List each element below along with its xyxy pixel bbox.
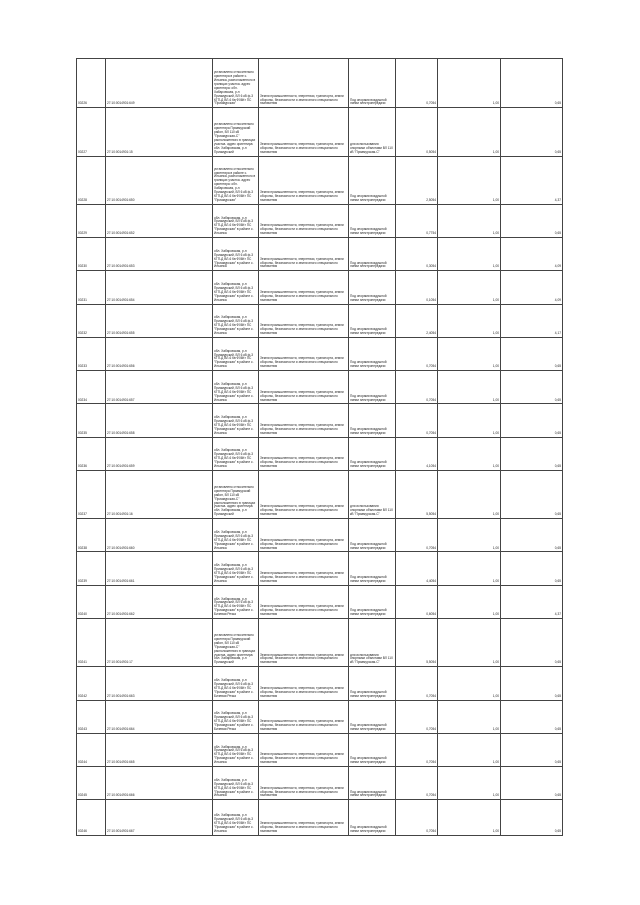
value-cell: 0,65: [501, 552, 563, 585]
table-row: [77, 156, 563, 204]
permitted-use-cell: для использования опорными объектами ВЛ 110 кВ "Приамурская-С": [349, 108, 396, 156]
value-cell: 4,37: [501, 585, 563, 618]
table-row: [77, 585, 563, 618]
cadastral-number-cell: 27:10:0014901:656: [106, 337, 213, 370]
share-cell: 1,00: [438, 700, 501, 733]
share-cell: 1,00: [438, 619, 501, 667]
cadastral-number-cell: 27:10:0014901:662: [106, 585, 213, 618]
address-cell: обл. Хабаровская, р-н Приамурский, ВЛ 6 кВ ф-3 КТП-Д ВЛ-6 Кв Ф06Кт ПС "Приамурская" в районе с. Ильинка: [213, 519, 259, 552]
land-category-cell: Земли промышленности, энергетики, транспорта, земли обороны, безопасности и земли иного специального назначения: [259, 552, 349, 585]
value-cell: 0,65: [501, 519, 563, 552]
address-cell: обл. Хабаровская, р-н Приамурский, ВЛ 6 кВ ф-3 КТП-Д ВЛ-6 Кв Ф06Кт ПС "Приамурская" в районе с. Ильинка: [213, 271, 259, 304]
land-category-cell: Земли промышленности, энергетики, транспорта, земли обороны, безопасности и земли иного специального назначения: [259, 471, 349, 519]
permitted-use-cell: Под опорами воздушной линии электропередачи: [349, 371, 396, 404]
land-category-cell: Земли промышленности, энергетики, транспорта, земли обороны, безопасности и земли иного специального назначения: [259, 585, 349, 618]
address-cell: обл. Хабаровская, р-н Приамурский, ВЛ 6 кВ ф-3 КТП-Д ВЛ-6 Кв Ф06Кт ПС "Приамурская" в районе с. Бичевая Речка: [213, 700, 259, 733]
table-row: [77, 59, 563, 108]
row-number-cell: 00234: [77, 371, 106, 404]
table-row: [77, 471, 563, 519]
land-category-cell: Земли промышленности, энергетики, транспорта, земли обороны, безопасности и земли иного специального назначения: [259, 304, 349, 337]
value-cell: 0,65: [501, 404, 563, 437]
table-row: [77, 552, 563, 585]
permitted-use-cell: Под опорами воздушной линии электропередачи: [349, 519, 396, 552]
permitted-use-cell: Под опорами воздушной линии электропередачи: [349, 337, 396, 370]
address-cell: обл. Хабаровская, р-н Приамурский, ВЛ 6 кВ ф-3 КТП-Д ВЛ-6 Кв Ф06Кт ПС "Приамурская" в районе с. Ильинка: [213, 552, 259, 585]
land-category-cell: Земли промышленности, энергетики, транспорта, земли обороны, безопасности и земли иного специального назначения: [259, 204, 349, 237]
row-number-cell: 00241: [77, 619, 106, 667]
address-cell: обл. Хабаровская, р-н Приамурский, ВЛ 6 кВ ф-3 КТП-Д ВЛ-6 Кв Ф06Кт ПС "Приамурская" в районе с. Ильинка: [213, 733, 259, 766]
area-cell: 0,3054: [396, 238, 438, 271]
address-cell: обл. Хабаровская, р-н Приамурский, ВЛ 6 кВ ф-3 КТП-Д ВЛ-6 Кв Ф06Кт ПС "Приамурская" в районе с. Бичевая Речка: [213, 667, 259, 700]
land-category-cell: Земли промышленности, энергетики, транспорта, земли обороны, безопасности и земли иного специального назначения: [259, 371, 349, 404]
cadastral-number-cell: 27:10:0014901:654: [106, 271, 213, 304]
value-cell: 4,17: [501, 304, 563, 337]
permitted-use-cell: Под опорами воздушной линии электропередачи: [349, 700, 396, 733]
share-cell: 1,00: [438, 733, 501, 766]
cadastral-number-cell: 27:10:0014901:658: [106, 404, 213, 437]
address-cell: обл. Хабаровская, р-н Приамурский, ВЛ 6 кВ ф-3 КТП-Д ВЛ-6 Кв Ф06Кт ПС "Приамурская" в районе с. Ильинка: [213, 337, 259, 370]
area-cell: 0,7054: [396, 404, 438, 437]
permitted-use-cell: Под опорами воздушной линии электропередачи: [349, 271, 396, 304]
area-cell: 0,7054: [396, 767, 438, 800]
table-body: [77, 59, 563, 836]
share-cell: 1,00: [438, 156, 501, 204]
table-row: [77, 767, 563, 800]
land-category-cell: Земли промышленности, энергетики, транспорта, земли обороны, безопасности и земли иного специального назначения: [259, 59, 349, 108]
row-number-cell: 00239: [77, 552, 106, 585]
cadastral-number-cell: 27:10:0014901:666: [106, 767, 213, 800]
table-row: [77, 519, 563, 552]
land-category-cell: Земли промышленности, энергетики, транспорта, земли обороны, безопасности и земли иного специального назначения: [259, 733, 349, 766]
value-cell: 0,65: [501, 371, 563, 404]
address-cell: обл. Хабаровская, р-н Приамурский, ВЛ 6 кВ ф-3 КТП-Д ВЛ-6 Кв Ф06Кт ПС "Приамурская" в районе с. Ильинка: [213, 204, 259, 237]
value-cell: 0,65: [501, 667, 563, 700]
cadastral-number-cell: 27:10:0014901:660: [106, 519, 213, 552]
address-cell: установлено относительно ориентира Приамурский район, ВЛ 110 кВ "Приамурская-С" расположенного в границах участка. адрес ориентира: обл. Хабаровская, р-н Приамурский: [213, 108, 259, 156]
permitted-use-cell: Под опорами воздушной линии электропередачи: [349, 156, 396, 204]
area-cell: 2,4054: [396, 304, 438, 337]
land-category-cell: Земли промышленности, энергетики, транспорта, земли обороны, безопасности и земли иного специального назначения: [259, 108, 349, 156]
share-cell: 1,00: [438, 767, 501, 800]
land-category-cell: Земли промышленности, энергетики, транспорта, земли обороны, безопасности и земли иного специального назначения: [259, 667, 349, 700]
cadastral-number-cell: 27:10:0014901:652: [106, 204, 213, 237]
value-cell: 4,09: [501, 271, 563, 304]
table-row: [77, 700, 563, 733]
value-cell: 0,65: [501, 767, 563, 800]
row-number-cell: 00232: [77, 304, 106, 337]
share-cell: 1,00: [438, 552, 501, 585]
address-cell: обл. Хабаровская, р-н Приамурский, ВЛ 6 кВ ф-3 КТП-Д ВЛ-6 Кв Ф06Кт ПС "Приамурская" в районе с. Бичевая Речка: [213, 585, 259, 618]
row-number-cell: 00242: [77, 667, 106, 700]
area-cell: 0,7054: [396, 59, 438, 108]
permitted-use-cell: Под опорами воздушной линии электропередачи: [349, 204, 396, 237]
cadastral-number-cell: 27:10:0014901:664: [106, 700, 213, 733]
area-cell: 0,7054: [396, 667, 438, 700]
share-cell: 1,00: [438, 304, 501, 337]
area-cell: 2,5054: [396, 156, 438, 204]
area-cell: 0,7754: [396, 204, 438, 237]
address-cell: обл. Хабаровская, р-н Приамурский, ВЛ 6 кВ ф-3 КТП-Д ВЛ-6 Кв Ф06Кт ПС "Приамурская" в районе с. Ильинка: [213, 238, 259, 271]
row-number-cell: 00240: [77, 585, 106, 618]
share-cell: 1,00: [438, 238, 501, 271]
area-cell: 0,7054: [396, 800, 438, 836]
land-category-cell: Земли промышленности, энергетики, транспорта, земли обороны, безопасности и земли иного специального назначения: [259, 437, 349, 470]
cadastral-number-cell: 27:10:0014901:667: [106, 800, 213, 836]
share-cell: 1,00: [438, 471, 501, 519]
row-number-cell: 00231: [77, 271, 106, 304]
permitted-use-cell: Под опорами воздушной линии электропередачи: [349, 585, 396, 618]
cadastral-number-cell: 27:10:0014901:657: [106, 371, 213, 404]
table-row: [77, 108, 563, 156]
value-cell: 0,65: [501, 471, 563, 519]
address-cell: обл. Хабаровская, р-н Приамурский, ВЛ 6 кВ ф-3 КТП-Д ВЛ-6 Кв Ф06Кт ПС "Приамурская" в районе с. Ильинка: [213, 404, 259, 437]
area-cell: 0,6054: [396, 585, 438, 618]
cadastral-number-cell: 27:10:0014901:17: [106, 619, 213, 667]
address-cell: установлено относительно ориентира в районе с. Ильинка, расположенного в границах участка. адрес ориентира: обл. Хабаровская, р-н Приамурский, ВЛ 6 кВ ф-3 КТП-Д ВЛ-6 Кв Ф06Кт ПС "Приамурская": [213, 156, 259, 204]
value-cell: 0,65: [501, 337, 563, 370]
row-number-cell: 00235: [77, 404, 106, 437]
cadastral-number-cell: 27:10:0014901:663: [106, 667, 213, 700]
value-cell: 0,65: [501, 59, 563, 108]
table-row: [77, 304, 563, 337]
value-cell: 4,09: [501, 238, 563, 271]
table-row: [77, 437, 563, 470]
cadastral-number-cell: 27:10:0014901:665: [106, 733, 213, 766]
area-cell: 4,4054: [396, 552, 438, 585]
land-category-cell: Земли промышленности, энергетики, транспорта, земли обороны, безопасности и земли иного специального назначения: [259, 519, 349, 552]
address-cell: обл. Хабаровская, р-н Приамурский, ВЛ 6 кВ ф-3 КТП-Д ВЛ-6 Кв Ф06Кт ПС "Приамурская" в районе с. Ильинка: [213, 767, 259, 800]
row-number-cell: 00245: [77, 767, 106, 800]
share-cell: 1,00: [438, 108, 501, 156]
table-row: [77, 337, 563, 370]
address-cell: установлено относительно ориентира Приамурский район, ВЛ 110 кВ "Приамурская-С" расположенного в границах участка. адрес ориентира: обл. Хабаровская, р-н Приамурский: [213, 471, 259, 519]
permitted-use-cell: Под опорами воздушной линии электропередачи: [349, 404, 396, 437]
permitted-use-cell: Под опорами воздушной линии электропередачи: [349, 59, 396, 108]
land-category-cell: Земли промышленности, энергетики, транспорта, земли обороны, безопасности и земли иного специального назначения: [259, 337, 349, 370]
value-cell: 0,65: [501, 733, 563, 766]
share-cell: 1,00: [438, 519, 501, 552]
value-cell: 4,37: [501, 156, 563, 204]
permitted-use-cell: Под опорами воздушной линии электропередачи: [349, 238, 396, 271]
value-cell: 0,65: [501, 108, 563, 156]
address-cell: установлено относительно ориентира в районе с. Ильинка, расположенного в границах участка. адрес ориентира: обл. Хабаровская, р-н Приамурский, ВЛ 6 кВ ф-3 КТП-Д ВЛ-6 Кв Ф06Кт ПС "Приамурская": [213, 59, 259, 108]
area-cell: 0,5054: [396, 108, 438, 156]
row-number-cell: 00238: [77, 519, 106, 552]
land-registry-table: [76, 58, 563, 836]
row-number-cell: 00236: [77, 437, 106, 470]
row-number-cell: 00226: [77, 59, 106, 108]
row-number-cell: 00237: [77, 471, 106, 519]
land-category-cell: Земли промышленности, энергетики, транспорта, земли обороны, безопасности и земли иного специального назначения: [259, 156, 349, 204]
cadastral-number-cell: 27:10:0014901:653: [106, 238, 213, 271]
permitted-use-cell: Под опорами воздушной линии электропередачи: [349, 304, 396, 337]
area-cell: 0,7054: [396, 371, 438, 404]
land-category-cell: Земли промышленности, энергетики, транспорта, земли обороны, безопасности и земли иного специального назначения: [259, 271, 349, 304]
permitted-use-cell: Под опорами воздушной линии электропередачи: [349, 552, 396, 585]
value-cell: 0,65: [501, 700, 563, 733]
table-row: [77, 371, 563, 404]
area-cell: 5,5054: [396, 471, 438, 519]
table-row: [77, 800, 563, 836]
area-cell: 0,7054: [396, 733, 438, 766]
address-cell: обл. Хабаровская, р-н Приамурский, ВЛ 6 кВ ф-3 КТП-Д ВЛ-6 Кв Ф06Кт ПС "Приамурская" в районе с. Ильинка: [213, 437, 259, 470]
table-row: [77, 733, 563, 766]
share-cell: 1,00: [438, 204, 501, 237]
table-row: [77, 271, 563, 304]
share-cell: 1,00: [438, 59, 501, 108]
address-cell: обл. Хабаровская, р-н Приамурский, ВЛ 6 кВ ф-3 КТП-Д ВЛ-6 Кв Ф06Кт ПС "Приамурская" в районе с. Ильинка: [213, 371, 259, 404]
row-number-cell: 00229: [77, 204, 106, 237]
address-cell: установлено относительно ориентира Приамурский район, ВЛ 110 кВ "Приамурская-С" расположенного в границах участка. адрес ориентира: обл. Хабаровская, р-н Приамурский: [213, 619, 259, 667]
permitted-use-cell: для использования опорными объектами ВЛ 110 кВ "Приамурская-С": [349, 471, 396, 519]
land-category-cell: Земли промышленности, энергетики, транспорта, земли обороны, безопасности и земли иного специального назначения: [259, 404, 349, 437]
permitted-use-cell: Под опорами воздушной линии электропередачи: [349, 437, 396, 470]
cadastral-number-cell: 27:10:0014901:661: [106, 552, 213, 585]
row-number-cell: 00243: [77, 700, 106, 733]
row-number-cell: 00233: [77, 337, 106, 370]
cadastral-number-cell: 27:10:0014901:16: [106, 471, 213, 519]
share-cell: 1,00: [438, 337, 501, 370]
value-cell: 0,65: [501, 437, 563, 470]
share-cell: 1,00: [438, 800, 501, 836]
permitted-use-cell: для использования опорными объектами ВЛ 110 кВ "Приамурская-С": [349, 619, 396, 667]
value-cell: 0,65: [501, 800, 563, 836]
table-row: [77, 204, 563, 237]
share-cell: 1,00: [438, 404, 501, 437]
area-cell: 4,1054: [396, 437, 438, 470]
permitted-use-cell: Под опорами воздушной линии электропередачи: [349, 767, 396, 800]
area-cell: 0,1054: [396, 271, 438, 304]
cadastral-number-cell: 27:10:0014901:649: [106, 59, 213, 108]
land-category-cell: Земли промышленности, энергетики, транспорта, земли обороны, безопасности и земли иного специального назначения: [259, 800, 349, 836]
area-cell: 5,5054: [396, 619, 438, 667]
cadastral-number-cell: 27:10:0014901:650: [106, 156, 213, 204]
land-category-cell: Земли промышленности, энергетики, транспорта, земли обороны, безопасности и земли иного специального назначения: [259, 700, 349, 733]
share-cell: 1,00: [438, 667, 501, 700]
permitted-use-cell: Под опорами воздушной линии электропередачи: [349, 800, 396, 836]
share-cell: 1,00: [438, 371, 501, 404]
permitted-use-cell: Под опорами воздушной линии электропередачи: [349, 733, 396, 766]
area-cell: 0,7054: [396, 700, 438, 733]
row-number-cell: 00244: [77, 733, 106, 766]
land-category-cell: Земли промышленности, энергетики, транспорта, земли обороны, безопасности и земли иного специального назначения: [259, 238, 349, 271]
cadastral-number-cell: 27:10:0014901:15: [106, 108, 213, 156]
table-row: [77, 667, 563, 700]
share-cell: 1,00: [438, 271, 501, 304]
table-row: [77, 238, 563, 271]
row-number-cell: 00246: [77, 800, 106, 836]
address-cell: обл. Хабаровская, р-н Приамурский, ВЛ 6 кВ ф-3 КТП-Д ВЛ-6 Кв Ф06Кт ПС "Приамурская" в районе с. Ильинка: [213, 304, 259, 337]
cadastral-number-cell: 27:10:0014901:655: [106, 304, 213, 337]
share-cell: 1,00: [438, 585, 501, 618]
table-row: [77, 404, 563, 437]
row-number-cell: 00230: [77, 238, 106, 271]
cadastral-number-cell: 27:10:0014901:659: [106, 437, 213, 470]
address-cell: обл. Хабаровская, р-н Приамурский, ВЛ 6 кВ ф-3 КТП-Д ВЛ-6 Кв Ф06Кт ПС "Приамурская" в районе с. Ильинка: [213, 800, 259, 836]
row-number-cell: 00228: [77, 156, 106, 204]
table-row: [77, 619, 563, 667]
value-cell: 0,65: [501, 619, 563, 667]
value-cell: 0,65: [501, 204, 563, 237]
land-category-cell: Земли промышленности, энергетики, транспорта, земли обороны, безопасности и земли иного специального назначения: [259, 619, 349, 667]
area-cell: 0,7054: [396, 337, 438, 370]
area-cell: 0,7054: [396, 519, 438, 552]
permitted-use-cell: Под опорами воздушной линии электропередачи: [349, 667, 396, 700]
share-cell: 1,00: [438, 437, 501, 470]
land-category-cell: Земли промышленности, энергетики, транспорта, земли обороны, безопасности и земли иного специального назначения: [259, 767, 349, 800]
row-number-cell: 00227: [77, 108, 106, 156]
